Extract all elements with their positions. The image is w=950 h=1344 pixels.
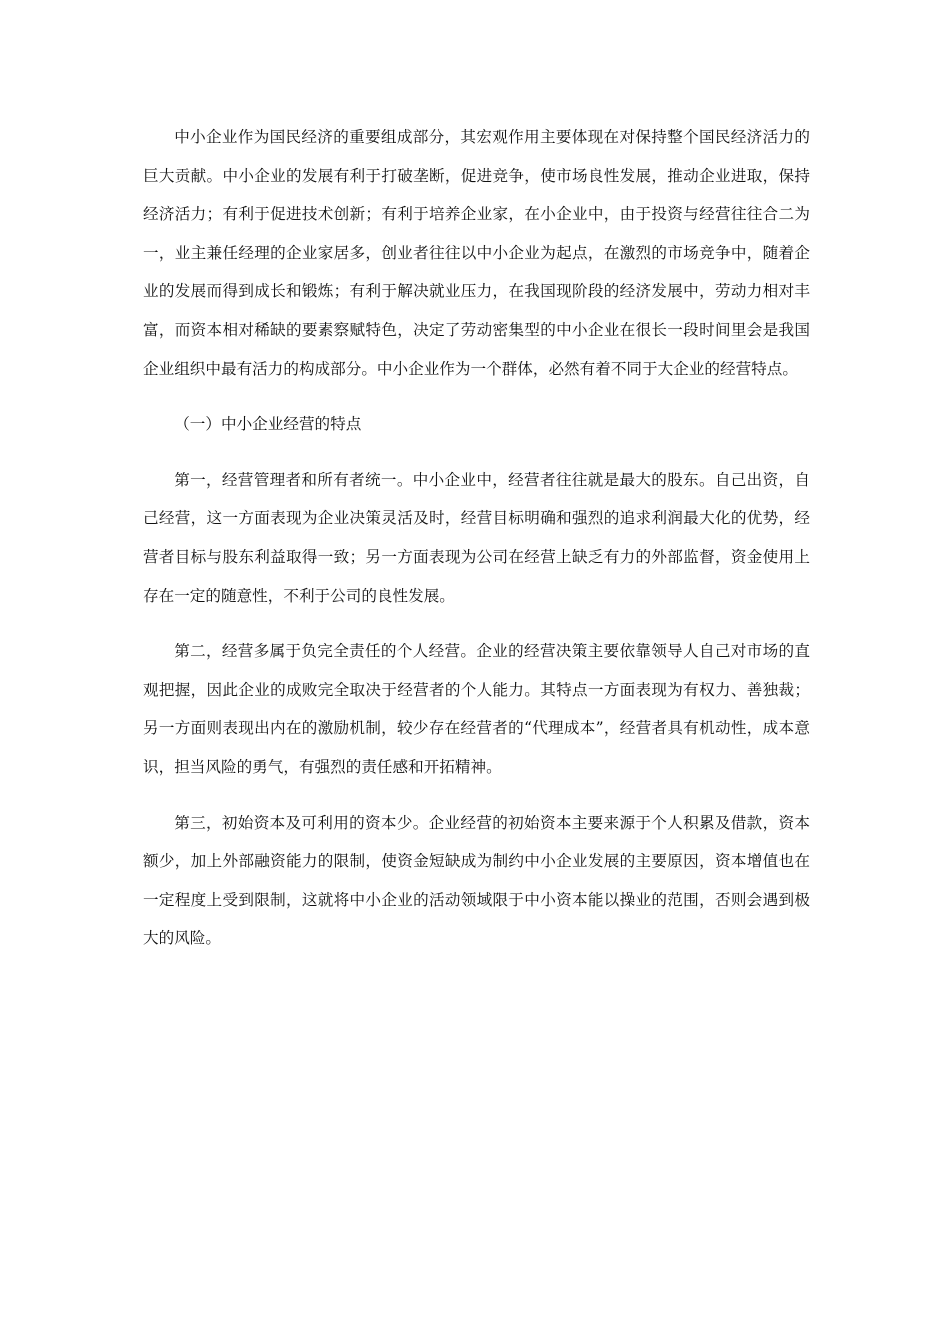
paragraph-third-point: 第三，初始资本及可利用的资本少。企业经营的初始资本主要来源于个人积累及借款，资本额少，加上外部融资能力的限制，使资金短缺成为制约中小企业发展的主要原因，资本增值也在一定程度上受到限制，这就将中小企业的活动领域限于中小资本能以操业的范围，否则会遇到极大的风险。 (143, 813, 810, 948)
section-heading: （一）中小企业经营的特点 (174, 415, 362, 434)
paragraph-second-point: 第二，经营多属于负完全责任的个人经营。企业的经营决策主要依靠领导人自己对市场的直观把握，因此企业的成败完全取决于经营者的个人能力。其特点一方面表现为有权力、善独裁；另一方面则表现出内在的激励机制，较少存在经营者的“代理成本”，经营者具有机动性，成本意识，担当风险的勇气，有强烈的责任感和开拓精神。 (143, 642, 810, 776)
paragraph-first-point: 第一，经营管理者和所有者统一。中小企业中，经营者往往就是最大的股东。自己出资，自己经营，这一方面表现为企业决策灵活及时，经营目标明确和强烈的追求利润最大化的优势，经营者目标与股东利益取得一致；另一方面表现为公司在经营上缺乏有力的外部监督，资金使用上存在一定的随意性，不利于公司的良性发展。 (143, 470, 810, 605)
intro-paragraph: 中小企业作为国民经济的重要组成部分，其宏观作用主要体现在对保持整个国民经济活力的巨大贡献。中小企业的发展有利于打破垄断，促进竞争，使市场良性发展，推动企业进取，保持经济活力；有利于促进技术创新；有利于培养企业家，在小企业中，由于投资与经营往往合二为一，业主兼任经理的企业家居多，创业者往往以中小企业为起点，在激烈的市场竞争中，随着企业的发展而得到成长和锻炼；有利于解决就业压力，在我国现阶段的经济发展中，劳动力相对丰富，而资本相对稀缺的要素察赋特色，决定了劳动密集型的中小企业在很长一段时间里会是我国企业组织中最有活力的构成部分。中小企业作为一个群体，必然有着不同于大企业的经营特点。 (143, 128, 810, 378)
document-body (143, 118, 810, 975)
